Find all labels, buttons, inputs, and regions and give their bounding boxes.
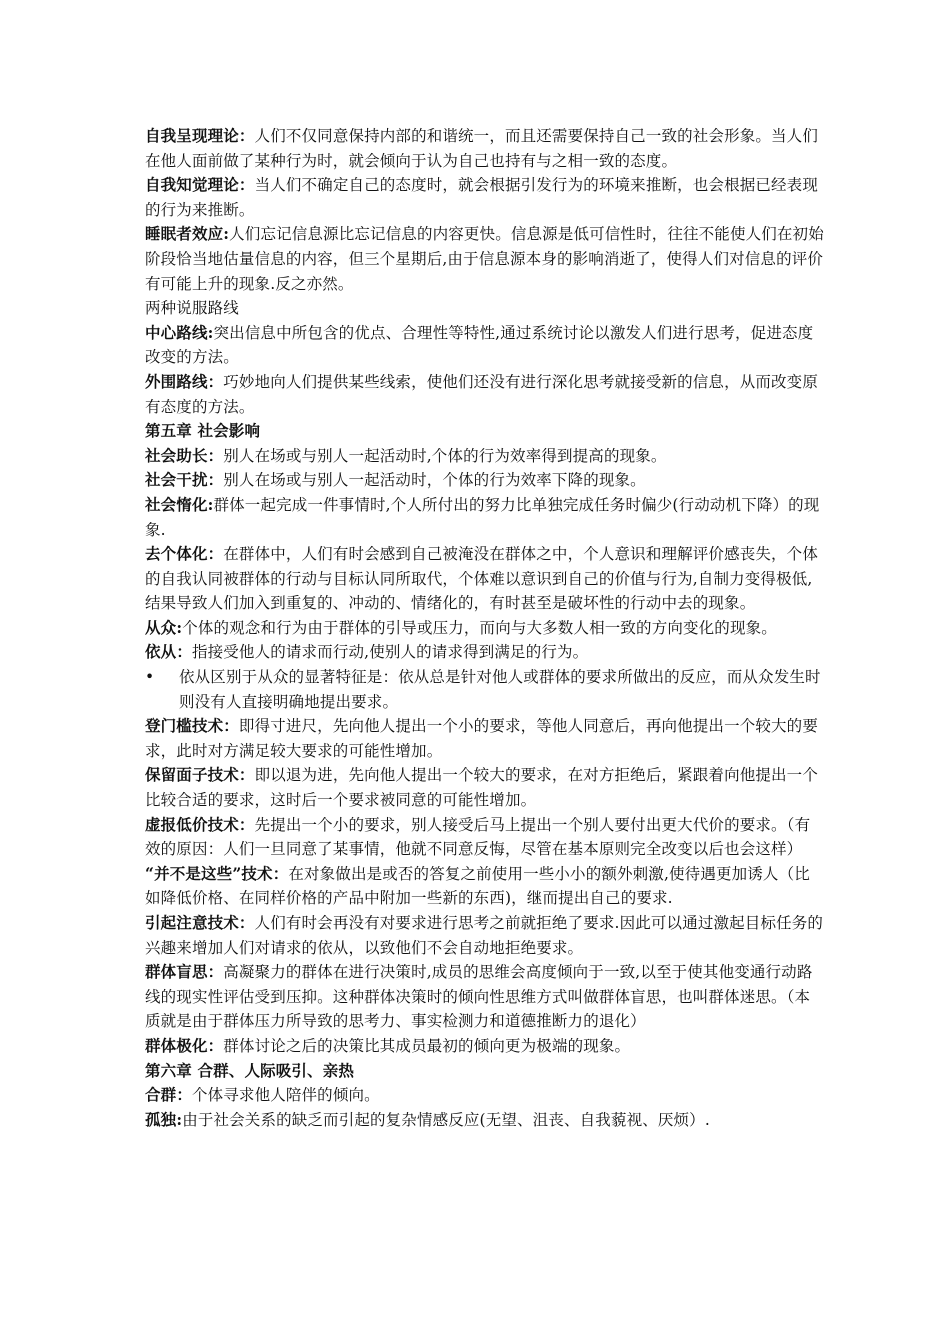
term-separator: ：	[238, 126, 255, 145]
term: 虚报低价技术	[145, 814, 239, 834]
term: 合群	[145, 1085, 177, 1105]
term: 群体盲思	[145, 962, 208, 982]
definition-text: 当人们不确定自己的态度时，就会根据引发行为的环境来推断，也会根据已经表现的行为来推断。	[145, 176, 818, 219]
definition-social-facilitation	[145, 444, 825, 469]
subheading-persuasion-routes: 两种说服路线	[145, 299, 239, 318]
definition-text: 别人在场或与别人一起活动时,个体的行为效率得到提高的现象。	[223, 446, 667, 465]
term: 去个体化	[145, 544, 208, 564]
term-separator: ：	[272, 863, 289, 883]
definition-sleeper-effect	[145, 222, 825, 296]
term: 中心路线	[145, 322, 208, 342]
definition-text: 在对象做出是或否的答复之前使用一些小小的额外刺激,使待遇更加诱人（比如降低价格、在同样价格的产品中附加一些新的东西)，继而提出自己的要求.	[145, 864, 810, 908]
definition-text: 由于社会关系的缺乏而引起的复杂情感反应(无望、沮丧、自我藐视、厌烦）.	[182, 1110, 710, 1129]
definition-text: 在群体中，人们有时会感到自己被淹没在群体之中，个人意识和理解评价感丧失，个体的自我认同被群体的行动与目标认同所取代，个体难以意识到自己的价值与行为,自制力变得极低,结果导致人们加入到重复的、冲动的、情绪化的，有时甚至是破坏性的行动中去的现象。	[145, 545, 818, 613]
term-separator: ：	[207, 371, 224, 391]
definition-thats-not-all	[145, 862, 825, 911]
term: 社会干扰	[145, 470, 208, 490]
term-separator: :	[223, 224, 230, 244]
term-separator: ：	[238, 913, 255, 932]
definition-self-presentation	[145, 124, 825, 173]
definition-pique-technique	[145, 911, 825, 960]
definition-text: 群体一起完成一件事情时,个人所付出的努力比单独完成任务时偏少(行动动机下降）的现象.	[145, 495, 820, 539]
term-separator: ：	[176, 1085, 192, 1105]
term-separator: ：	[238, 175, 255, 195]
definition-groupthink	[145, 960, 825, 1034]
term: 孤独	[145, 1109, 177, 1129]
definition-text: 即得寸进尺，先向他人提出一个小的要求，等他人同意后，再向他提出一个较大的要求，此时对方满足较大要求的可能性增加。	[145, 717, 818, 760]
definition-text: 个体寻求他人陪伴的倾向。	[191, 1086, 380, 1105]
term: 自我知觉理论	[145, 175, 239, 195]
chapter-6-heading: 第六章 合群、人际吸引、亲热	[145, 1060, 354, 1080]
definition-text: 人们忘记信息源比忘记信息的内容更快。信息源是低可信性时，往往不能使人们在初始阶段恰当地估量信息的内容，但三个星期后,由于信息源本身的影响消逝了，使得人们对信息的评价有可能上升的现象.反之亦然。	[145, 225, 824, 293]
chapter-5-heading: 第五章 社会影响	[145, 421, 261, 441]
definition-group-polarization	[145, 1034, 825, 1059]
definition-social-loafing	[145, 493, 825, 542]
definition-text: 即以退为进，先向他人提出一个较大的要求，在对方拒绝后，紧跟着向他提出一个比较合适的要求，这时后一个要求被同意的可能性增加。	[145, 766, 818, 810]
term: 引起注意技术	[145, 913, 239, 932]
term-separator: ：	[207, 544, 224, 564]
term-separator: :	[207, 494, 214, 514]
definition-text: 先提出一个小的要求，别人接受后马上提出一个别人要付出更大代价的要求。（有效的原因：人们一旦同意了某事情，他就不同意反悔，尽管在基本原则完全改变以后也会这样）	[145, 815, 811, 859]
term: 睡眠者效应	[145, 224, 224, 244]
term-separator: :	[176, 617, 183, 637]
definition-self-perception	[145, 173, 825, 222]
definition-text: 突出信息中所包含的优点、合理性等特性,通过系统讨论以激发人们进行思考，促进态度改变的方法。	[145, 323, 814, 367]
document-body	[145, 124, 825, 1132]
definition-text: 巧妙地向人们提供某些线索，使他们还没有进行深化思考就接受新的信息，从而改变原有态度的方法。	[145, 372, 818, 416]
term: 自我呈现理论	[145, 126, 239, 145]
definition-loneliness	[145, 1108, 825, 1133]
definition-text: 群体讨论之后的决策比其成员最初的倾向更为极端的现象。	[223, 1036, 631, 1055]
definition-text: 个体的观念和行为由于群体的引导或压力，而向与大多数人相一致的方向变化的现象。	[182, 618, 777, 637]
definition-compliance	[145, 640, 825, 665]
definition-deindividuation	[145, 542, 825, 616]
definition-foot-in-the-door	[145, 714, 825, 763]
bullet-text: 依从区别于从众的显著特征是：依从总是针对他人或群体的要求所做出的反应，而从众发生时则没有人直接明确地提出要求。	[179, 668, 821, 711]
term: 群体极化	[145, 1035, 208, 1055]
definition-text: 人们有时会再没有对要求进行思考之前就拒绝了要求.因此可以通过激起目标任务的兴趣来增加人们对请求的依从，以致他们不会自动地拒绝要求。	[145, 914, 824, 957]
term-separator: ：	[207, 470, 224, 490]
term: 保留面子技术	[145, 765, 239, 785]
term-separator: ：	[207, 445, 224, 465]
term-separator: ：	[207, 1035, 224, 1055]
definition-low-ball	[145, 813, 825, 862]
definition-affiliation	[145, 1083, 825, 1108]
definition-text: 指接受他人的请求而行动,使别人的请求得到满足的行为。	[191, 643, 589, 662]
definition-peripheral-route	[145, 370, 825, 419]
bullet-item-compliance-vs-conformity	[145, 665, 825, 714]
definition-text: 别人在场或与别人一起活动时，个体的行为效率下降的现象。	[223, 471, 646, 490]
term: 从众	[145, 617, 177, 637]
term-separator: :	[207, 322, 214, 342]
term-separator: ：	[176, 642, 192, 662]
term: 社会惰化	[145, 494, 208, 514]
term: 依从	[145, 642, 177, 662]
term-separator: ：	[223, 716, 239, 736]
definition-central-route	[145, 321, 825, 370]
definition-text: 高凝聚力的群体在进行决策时,成员的思维会高度倾向于一致,以至于使其他变通行动路线的现实性评估受到压抑。这种群体决策时的倾向性思维方式叫做群体盲思，也叫群体迷思。（本质就是由于群体压力所导致的思考力、事实检测力和道德推断力的退化）	[145, 963, 813, 1031]
term-separator: ：	[238, 765, 255, 785]
definition-text: 人们不仅同意保持内部的和谐统一，而且还需要保持自己一致的社会形象。当人们在他人面前做了某种行为时，就会倾向于认为自己也持有与之相一致的态度。	[145, 127, 818, 170]
term: 外围路线	[145, 371, 208, 391]
definition-social-interference	[145, 468, 825, 493]
term-separator: ：	[207, 962, 224, 982]
term: 登门槛技术	[145, 716, 224, 736]
definition-door-in-the-face	[145, 763, 825, 812]
term-separator: :	[176, 1109, 183, 1129]
term-separator: ：	[238, 814, 255, 834]
bullet-icon: •	[145, 668, 155, 687]
term: 社会助长	[145, 445, 208, 465]
term: “并不是这些”技术	[145, 863, 273, 883]
definition-conformity	[145, 616, 825, 641]
